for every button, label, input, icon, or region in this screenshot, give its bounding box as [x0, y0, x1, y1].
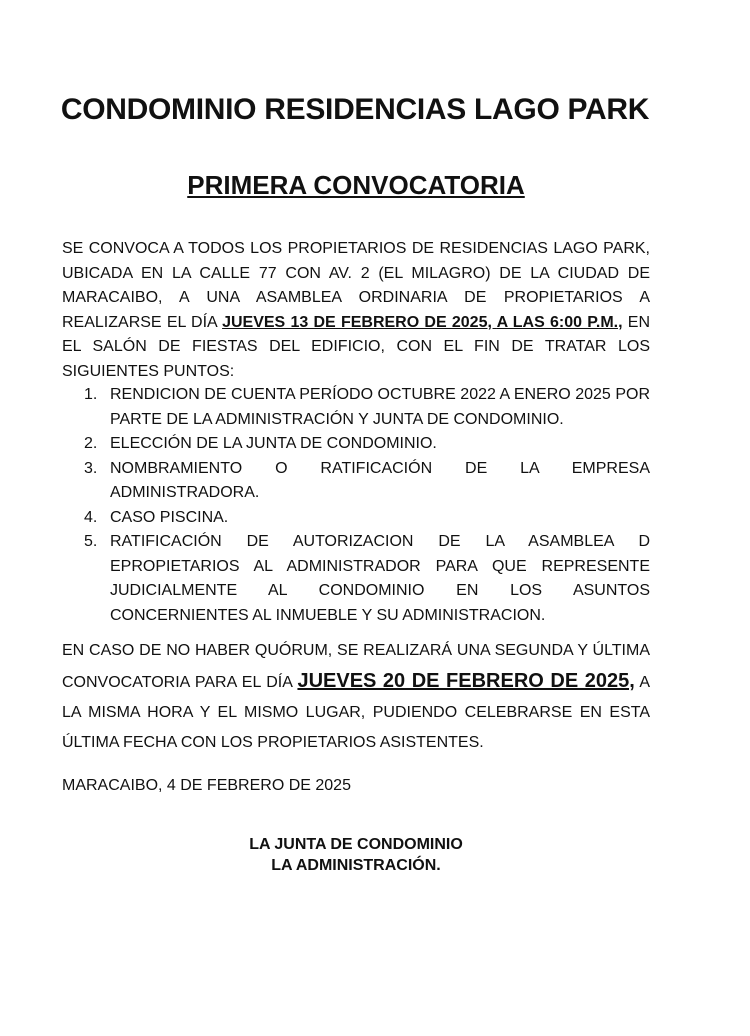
second-call-date: JUEVES 20 DE FEBRERO DE 2025, [297, 670, 635, 692]
intro-text-2: EN EL SALÓN DE FIESTAS DEL EDIFICIO, CON EL FIN DE TRATAR LOS SIGUIENTES PUNTOS: [62, 313, 651, 380]
signature-block [0, 834, 712, 876]
meeting-date: JUEVES 13 DE FEBRERO DE 2025 [222, 313, 488, 331]
agenda-item-number: 3. [84, 459, 98, 477]
agenda-list [84, 383, 650, 628]
agenda-item-text: ELECCIÓN DE LA JUNTA DE CONDOMINIO. [110, 435, 437, 452]
agenda-item-number: 2. [84, 435, 98, 452]
agenda-item-number: 5. [84, 533, 98, 550]
document-subtitle: PRIMERA CONVOCATORIA [187, 170, 525, 200]
intro-text-1: SE CONVOCA A TODOS LOS PROPIETARIOS DE RESIDENCIAS LAGO PARK, UBICADA EN LA CALLE 77 CON AV. 2 (EL MILAGRO) DE LA CIUDAD DE MARACAIBO, A UNA ASAMBLEA ORDINARIA DE PROPIETARIOS A REALIZARSE EL DÍA [62, 240, 650, 331]
second-call-text-2: A LA MISMA HORA Y EL MISMO LUGAR, PUDIENDO CELEBRARSE EN ESTA ÚLTIMA FECHA CON LOS PROPIETARIOS ASISTENTES. [62, 674, 651, 751]
meeting-time: A LAS 6:00 P.M., [496, 313, 623, 331]
agenda-item-text: CASO PISCINA. [110, 508, 229, 526]
agenda-item [84, 432, 650, 457]
agenda-item-number: 1. [84, 386, 98, 403]
document-title: CONDOMINIO RESIDENCIAS LAGO PARK [60, 93, 650, 126]
agenda-item [84, 530, 650, 628]
agenda-item [84, 383, 650, 432]
signature-line-administration: LA ADMINISTRACIÓN. [271, 857, 441, 874]
intro-comma: , [487, 313, 497, 331]
agenda-item [84, 506, 650, 531]
second-call-text-1: EN CASO DE NO HABER QUÓRUM, SE REALIZARÁ UNA SEGUNDA Y ÚLTIMA CONVOCATORIA PARA EL DÍA [62, 642, 650, 691]
second-call-paragraph [62, 636, 650, 758]
agenda-item-text: NOMBRAMIENTO O RATIFICACIÓN DE LA EMPRESA ADMINISTRADORA. [110, 459, 650, 501]
signature-line-board: LA JUNTA DE CONDOMINIO [249, 836, 463, 853]
agenda-item [84, 457, 650, 506]
agenda-item-text: RATIFICACIÓN DE AUTORIZACION DE LA ASAMBLEA D EPROPIETARIOS AL ADMINISTRADOR PARA QUE REPRESENTE JUDICIALMENTE AL CONDOMINIO EN LOS ASUNTOS CONCERNIENTES AL INMUEBLE Y SU ADMINISTRACION. [110, 533, 650, 624]
agenda-item-text: RENDICION DE CUENTA PERÍODO OCTUBRE 2022 A ENERO 2025 POR PARTE DE LA ADMINISTRACIÓN Y JUNTA DE CONDOMINIO. [110, 386, 650, 428]
intro-paragraph [62, 237, 650, 384]
place-and-date: MARACAIBO, 4 DE FEBRERO DE 2025 [62, 777, 351, 794]
agenda-item-number: 4. [84, 508, 98, 526]
